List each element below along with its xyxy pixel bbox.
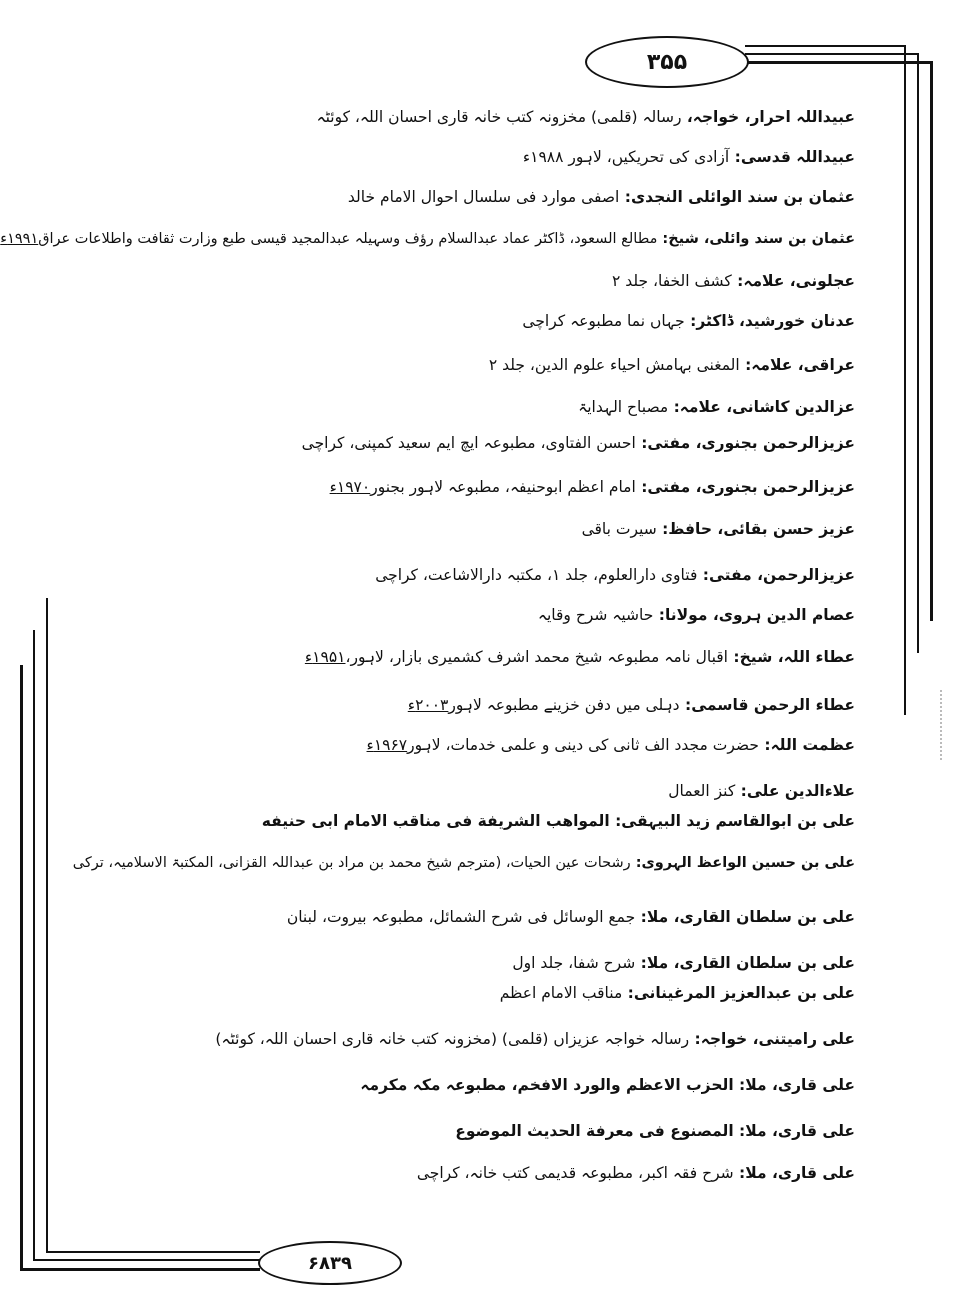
entry-title: احسن الفتاوی، مطبوعہ ایچ ایم سعید کمپنی، کراچی — [301, 434, 636, 452]
bibliography-entry: علاءالدین علی: کنز العمال — [668, 782, 855, 800]
entry-author: عظمت اللہ — [770, 736, 855, 754]
entry-title: المغنی بہامش احیاء علوم الدین، جلد ۲ — [488, 356, 740, 374]
bibliography-entry: عزیزالرحمن، مفتی: فتاوی دارالعلوم، جلد ۱، مکتبہ دارالاشاعت، کراچی — [375, 566, 855, 584]
entry-author: علی قاری، ملا — [745, 1164, 855, 1182]
bibliography-entry: عثمان بن سند وائلی، شیخ: مطالع السعود، ڈاکٹر عماد عبدالسلام رؤف وسہیلہ عبدالمجید قیسی طبع وزارت ثقافت واطلاعات عراق۱۹۹۱ء — [0, 231, 855, 247]
frame-right-line-1 — [904, 45, 906, 715]
bibliography-entry: عبیداللہ قدسی: آزادی کی تحریکیں، لاہور ۱۹۸۸ء — [522, 148, 855, 166]
entry-author: عثمان بن سند الوائلی النجدی — [630, 188, 855, 206]
entry-title: رسالہ (قلمی) مخزونہ کتب خانہ قاری احسان اللہ، کوئٹہ — [316, 108, 682, 126]
frame-bottom-line-3 — [46, 1251, 260, 1253]
entry-author: علی بن عبدالعزیز المرغینانی — [633, 984, 855, 1002]
entry-year: ۱۹۵۱ء — [304, 648, 346, 666]
entry-title: المصنوع فى معرفة الحديث الموضوع — [455, 1122, 734, 1140]
bibliography-entry: علی رامیتنی، خواجہ: رسالہ خواجہ عزیزاں (قلمی) (مخزونہ کتب خانہ قاری احسان اللہ، کوئٹہ) — [215, 1030, 855, 1048]
frame-top-line-2 — [745, 53, 918, 55]
entry-author: عطاء الرحمن قاسمی — [691, 696, 855, 714]
entry-author: عزیزالرحمن بجنوری، مفتی — [647, 478, 855, 496]
scan-smudge — [940, 690, 945, 760]
bibliography-entry: عزالدین کاشانی، علامہ: مصباح الہدایۃ — [578, 398, 855, 416]
entry-author: علاءالدین علی — [746, 782, 855, 800]
bibliography-entry: عثمان بن سند الوائلی النجدی: اصفی موارد فی سلسال احوال الامام خالد — [347, 188, 855, 206]
entry-author: علی قاری، ملا — [745, 1122, 855, 1140]
top-page-number: ۳۵۵ — [585, 36, 749, 88]
entry-title: شرح فقہ اکبر، مطبوعہ قدیمی کتب خانہ، کراچی — [416, 1164, 734, 1182]
entry-title: امام اعظم ابوحنیفہ، مطبوعہ لاہور بجنور — [370, 478, 636, 496]
entry-title: مناقب الامام اعظم — [499, 984, 623, 1002]
entry-author: عطاء اللہ، شیخ — [739, 648, 855, 666]
frame-left-line-2 — [33, 630, 35, 1260]
entry-title: کنز العمال — [668, 782, 736, 800]
bibliography-entry: علی بن عبدالعزیز المرغینانی: مناقب الامام اعظم — [499, 984, 855, 1002]
frame-top-line-1 — [745, 45, 905, 47]
bibliography-entry: عطاء الرحمن قاسمی: دہلی میں دفن خزینے مطبوعہ لاہور۲۰۰۳ء — [407, 696, 855, 714]
bibliography-entry: علی قاری، ملا: المصنوع فى معرفة الحديث الموضوع — [455, 1122, 855, 1140]
frame-left-line-1 — [20, 665, 23, 1270]
entry-author: علی بن ابوالقاسم زید البیہقی — [621, 812, 855, 830]
entry-author: عدنان خورشید، ڈاکٹر — [696, 312, 855, 330]
bibliography-entry: علی بن سلطان القاری، ملا: شرح شفا، جلد اول — [512, 954, 855, 972]
bibliography-entry: عطاء اللہ، شیخ: اقبال نامہ مطبوعہ شیخ محمد اشرف کشمیری بازار، لاہور،۱۹۵۱ء — [304, 648, 855, 666]
entry-year: ۱۹۶۷ء — [366, 736, 408, 754]
entry-title: سیرت باقی — [581, 520, 657, 538]
entry-author: عراقی، علامہ — [751, 356, 855, 374]
entry-title: حاشیہ شرح وقایہ — [537, 606, 654, 624]
entry-title: آزادی کی تحریکیں، لاہور ۱۹۸۸ء — [522, 148, 730, 166]
entry-year: ۲۰۰۳ء — [407, 696, 449, 714]
entry-title: شرح شفا، جلد اول — [512, 954, 636, 972]
entry-author: عزیز حسن بقائی، حافظ — [668, 520, 855, 538]
entry-title: کشف الخفا، جلد ۲ — [611, 272, 732, 290]
entry-title: الحزب الاعظم والورد الافخم، مطبوعہ مکہ مکرمہ — [360, 1076, 734, 1094]
entry-author: علی بن سلطان القاری، ملا — [646, 908, 855, 926]
entry-title: جہاں نما مطبوعہ کراچی — [522, 312, 685, 330]
bibliography-entry: علی بن حسین الواعظ الہروی: رشحات عین الحیات، (مترجم شیخ محمد بن مراد بن عبداللہ القزانی، المکتبۃ الاسلامیہ، ترکی — [72, 855, 855, 871]
frame-right-line-2 — [917, 53, 919, 653]
entry-author: عبیداللہ قدسی — [740, 148, 855, 166]
entry-author: عثمان بن سند وائلی، شیخ — [668, 231, 855, 247]
entry-title: جمع الوسائل فی شرح الشمائل، مطبوعہ بیروت، لبنان — [286, 908, 636, 926]
frame-bottom-line-2 — [33, 1259, 260, 1261]
entry-title: حضرت مجدد الف ثانی کی دینی و علمی خدمات، لاہور — [407, 736, 759, 754]
entry-year: ۱۹۷۰ء — [329, 478, 371, 496]
bottom-page-number: ۶۸۳۹ — [258, 1241, 402, 1285]
entry-author: عزیزالرحمن، مفتی — [708, 566, 855, 584]
bibliography-entry: عظمت اللہ: حضرت مجدد الف ثانی کی دینی و علمی خدمات، لاہور۱۹۶۷ء — [366, 736, 855, 754]
bibliography-entry: عزیزالرحمن بجنوری، مفتی: احسن الفتاوی، مطبوعہ ایچ ایم سعید کمپنی، کراچی — [301, 434, 855, 452]
entry-title: اقبال نامہ مطبوعہ شیخ محمد اشرف کشمیری بازار، لاہور، — [345, 648, 728, 666]
bibliography-entry: عجلونی، علامہ: کشف الخفا، جلد ۲ — [611, 272, 855, 290]
frame-left-line-3 — [46, 598, 48, 1252]
bibliography-entry: علی قاری، ملا: شرح فقہ اکبر، مطبوعہ قدیمی کتب خانہ، کراچی — [416, 1164, 855, 1182]
entry-title: دہلی میں دفن خزینے مطبوعہ لاہور — [448, 696, 680, 714]
bibliography-entry: علی بن ابوالقاسم زید البیہقی: المواهب الشريفة فى مناقب الامام ابى حنيفه — [261, 812, 855, 830]
entry-year: ۱۹۹۱ء — [0, 231, 39, 247]
entry-title: فتاوی دارالعلوم، جلد ۱، مکتبہ دارالاشاعت، کراچی — [375, 566, 698, 584]
entry-author: عزالدین کاشانی، علامہ — [679, 398, 855, 416]
entry-author: علی قاری، ملا — [745, 1076, 855, 1094]
bibliography-entry: عزیز حسن بقائی، حافظ: سیرت باقی — [581, 520, 855, 538]
entry-title: مطالع السعود، ڈاکٹر عماد عبدالسلام رؤف وسہیلہ عبدالمجید قیسی طبع وزارت ثقافت واطلاعات عراق — [38, 231, 658, 247]
bibliography-entry: عدنان خورشید، ڈاکٹر: جہاں نما مطبوعہ کراچی — [522, 312, 855, 330]
bibliography-entry: علی بن سلطان القاری، ملا: جمع الوسائل فی شرح الشمائل، مطبوعہ بیروت، لبنان — [286, 908, 855, 926]
entry-title: مصباح الہدایۃ — [578, 398, 669, 416]
entry-author: عجلونی، علامہ — [743, 272, 855, 290]
frame-right-line-3 — [930, 61, 933, 621]
bibliography-entry: علی قاری، ملا: الحزب الاعظم والورد الافخم، مطبوعہ مکہ مکرمہ — [360, 1076, 855, 1094]
frame-bottom-line-1 — [20, 1268, 260, 1271]
bibliography-entry: عصام الدین ہروی، مولانا: حاشیہ شرح وقایہ — [537, 606, 855, 624]
entry-title: رسالہ خواجہ عزیزاں (قلمی) (مخزونہ کتب خانہ قاری احسان اللہ، کوئٹہ) — [215, 1030, 690, 1048]
entry-author: علی بن حسین الواعظ الہروی — [641, 855, 855, 871]
entry-title: المواهب الشريفة فى مناقب الامام ابى حنيفه — [261, 812, 610, 830]
bibliography-entry: عزیزالرحمن بجنوری، مفتی: امام اعظم ابوحنیفہ، مطبوعہ لاہور بجنور۱۹۷۰ء — [329, 478, 855, 496]
entry-author: علی بن سلطان القاری، ملا — [646, 954, 855, 972]
entry-author: عبیداللہ احرار، خواجہ، — [686, 108, 855, 126]
entry-title: رشحات عین الحیات، (مترجم شیخ محمد بن مراد بن عبداللہ القزانی، المکتبۃ الاسلامیہ، ترکی — [72, 855, 631, 871]
bibliography-entry: عراقی، علامہ: المغنی بہامش احیاء علوم الدین، جلد ۲ — [488, 356, 855, 374]
bibliography-entry — [317, 104, 855, 130]
entry-author: عزیزالرحمن بجنوری، مفتی — [647, 434, 855, 452]
entry-author: علی رامیتنی، خواجہ — [700, 1030, 855, 1048]
entry-author: عصام الدین ہروی، مولانا — [664, 606, 855, 624]
entry-title: اصفی موارد فی سلسال احوال الامام خالد — [347, 188, 620, 206]
